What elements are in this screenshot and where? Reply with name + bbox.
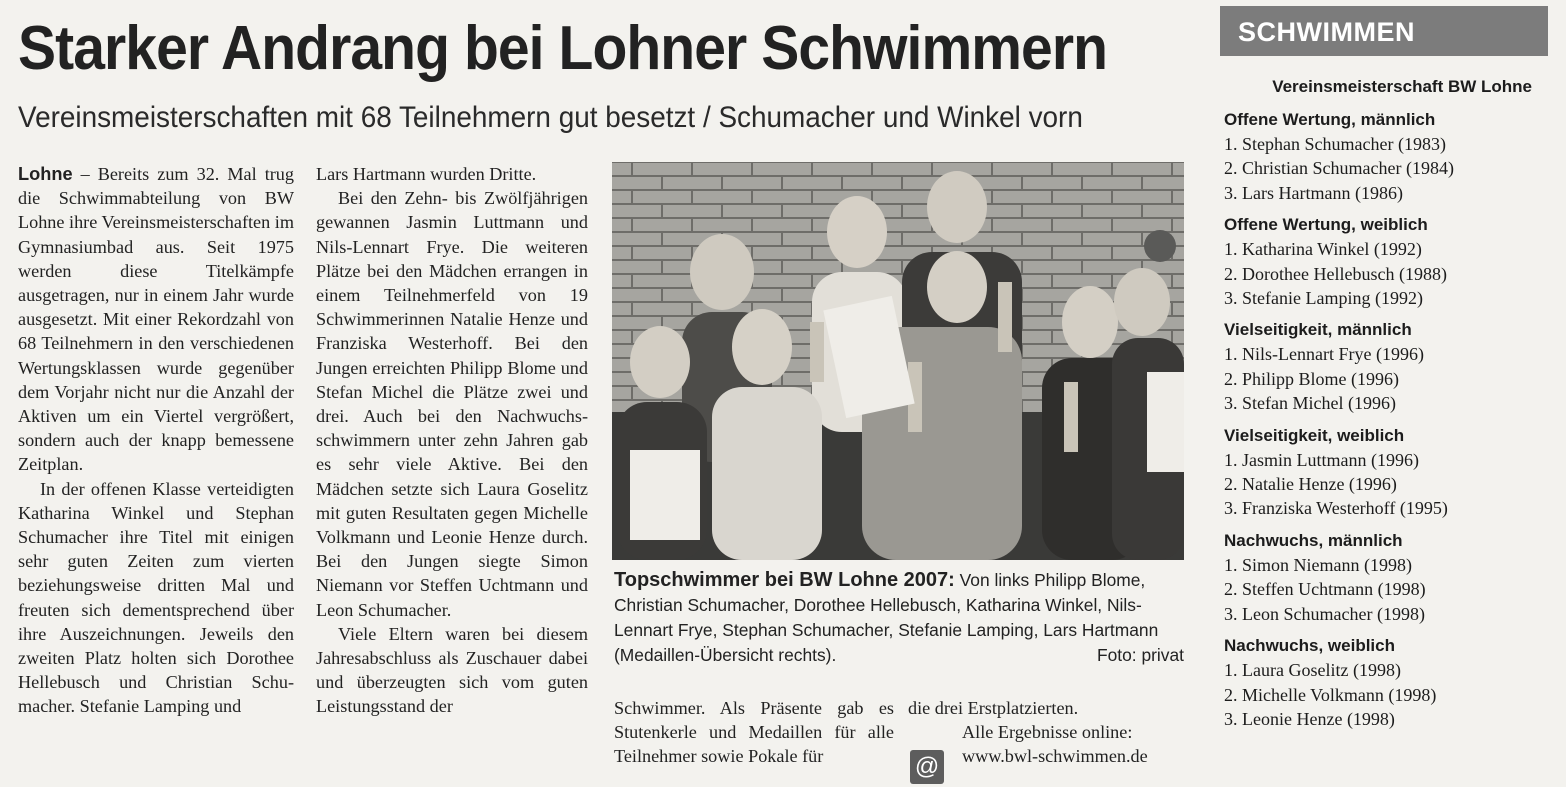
- result-item: 1. Jasmin Luttmann (1996): [1224, 449, 1419, 470]
- group-heading: Offene Wertung, männlich: [1224, 110, 1436, 129]
- paragraph: Viele Eltern waren bei diesem Jahresabschluss als Zuschauer dabei und überzeugten sich vom guten Leistungsstand der: [316, 623, 588, 717]
- online-results: [908, 720, 1178, 781]
- online-url[interactable]: www.bwl-schwimmen.de: [962, 746, 1148, 767]
- result-item: 2. Philipp Blome (1996): [1224, 368, 1399, 389]
- online-label: Alle Ergebnisse online:: [962, 722, 1133, 743]
- team-photo: [612, 162, 1184, 560]
- result-item: 1. Nils-Lennart Frye (1996): [1224, 344, 1424, 365]
- paragraph: Bei den Zehn- bis Zwölfjährigen gewannen Jasmin Luttmann und Nils-Lennart Frye. Die weiteren Plätze bei den Mädchen errangen in einem Teilnehmerfeld von 19 Schwimmerinnen Natalie Henze und Franziska Westerhoff. Bei den Jungen erreichten Philipp Blome und Stefan Michel die Plätze zwei und drei. Auch bei den Nachwuchsschwimmern unter zehn Jahren gab es sehr viele Aktive. Bei den Mädchen setzte sich Laura Goselitz mit guten Resultaten gegen Michelle Volkmann und Leonie Henze durch. Bei den Jungen siegte Simon Niemann vor Steffen Uchtmann und Leon Schumacher.: [316, 188, 588, 620]
- result-item: 3. Lars Hartmann (1986): [1224, 182, 1403, 203]
- paragraph: Schwimmer. Als Präsente gab es Stutenkerle und Medaillen für alle Teilnehmer sowie Pokale für: [614, 698, 894, 767]
- result-group: [1220, 424, 1550, 521]
- subheadline: Vereinsmeisterschaften mit 68 Teilnehmern gut besetzt / Schumacher und Winkel vorn: [18, 101, 1083, 134]
- result-group: [1220, 529, 1550, 626]
- group-heading: Offene Wertung, weiblich: [1224, 215, 1428, 235]
- headline: Starker Andrang bei Lohner Schwimmern: [18, 14, 1108, 83]
- at-icon: @: [910, 750, 944, 784]
- result-group: [1220, 108, 1550, 205]
- section-rubric: SCHWIMMEN: [1220, 6, 1548, 56]
- article-column-2: [316, 162, 588, 719]
- caption-title: Topschwimmer bei BW Lohne 2007:: [614, 569, 955, 591]
- result-item: 1. Stephan Schumacher (1983): [1224, 134, 1446, 154]
- photo-credit: Foto: privat: [1097, 645, 1184, 665]
- result-item: 1. Simon Niemann (1998): [1224, 554, 1412, 575]
- result-item: 2. Dorothee Hellebusch (1988): [1224, 263, 1447, 284]
- group-heading: Nachwuchs, weiblich: [1224, 636, 1395, 656]
- result-item: 2. Christian Schumacher (1984): [1224, 158, 1454, 179]
- result-item: 2. Michelle Volkmann (1998): [1224, 684, 1437, 705]
- result-group: [1220, 318, 1550, 415]
- result-item: 1. Katharina Winkel (1992): [1224, 239, 1422, 260]
- paragraph: [18, 162, 294, 477]
- paragraph: Lars Hartmann wurden Dritte.: [316, 164, 537, 184]
- result-item: 3. Leon Schumacher (1998): [1224, 603, 1425, 624]
- result-item: 2. Steffen Uchtmann (1998): [1224, 579, 1426, 600]
- result-item: 3. Franziska Westerhoff (1995): [1224, 498, 1448, 519]
- paragraph: In der offenen Klasse verteidigten Katharina Winkel und Stephan Schumacher ihre Titel mit einigen sehr guten Zeiten zum vierten beziehungsweise dritten Mal und freuten sich dementsprechend über ihre Auszeichnungen. Jeweils den zweiten Platz holten sich Dorothee Hellebusch und Christian Schumacher. Stefanie Lamping und: [18, 478, 294, 717]
- article-column-1: [18, 162, 294, 719]
- result-item: 3. Stefanie Lamping (1992): [1224, 288, 1423, 309]
- group-heading: Vielseitigkeit, weiblich: [1224, 425, 1405, 445]
- result-item: 2. Natalie Henze (1996): [1224, 474, 1397, 495]
- group-heading: Nachwuchs, männlich: [1224, 530, 1403, 550]
- result-group: [1220, 634, 1550, 731]
- sidebar-title: Vereinsmeisterschaft BW Lohne: [1272, 77, 1532, 96]
- paragraph-text: – Bereits zum 32. Mal trug die Schwimmabteilung von BW Lohne ihre Vereinsmeisterschaften im Gymnasiumbad aus. Seit 1975 werden diese Titelkämpfe ausgetragen, nur in einem Jahr wurde ausgesetzt. Mit einer Rekordzahl von 68 Teilnehmern in den verschiedenen Wertungsklassen wurde gegenüber dem Vorjahr nicht nur die Anzahl der Aktiven um ein Viertel vergrößert, sondern auch der knapp bemessene Zeitplan.: [18, 164, 294, 475]
- result-group: [1220, 213, 1550, 310]
- paragraph: die drei Erstplatzierten.: [908, 698, 1079, 718]
- group-heading: Vielseitigkeit, männlich: [1224, 320, 1412, 340]
- result-item: 1. Laura Goselitz (1998): [1224, 660, 1401, 681]
- article-column-3: [614, 696, 894, 769]
- photo-caption: [614, 568, 1184, 668]
- results-sidebar: [1220, 6, 1550, 731]
- result-item: 3. Stefan Michel (1996): [1224, 393, 1396, 414]
- result-item: 3. Leonie Henze (1998): [1224, 708, 1395, 729]
- photo-illustration: [612, 162, 1184, 560]
- dateline: Lohne: [18, 164, 73, 184]
- caption-text: Von links Philipp Blome, Christian Schumacher, Dorothee Hellebusch, Katharina Winkel, Nils-Lennart Frye, Stephan Schumacher, Stefanie Lamping, Lars Hartmann (Medaillen-Übersicht rechts).: [614, 570, 1159, 665]
- article-column-4: [908, 696, 1178, 781]
